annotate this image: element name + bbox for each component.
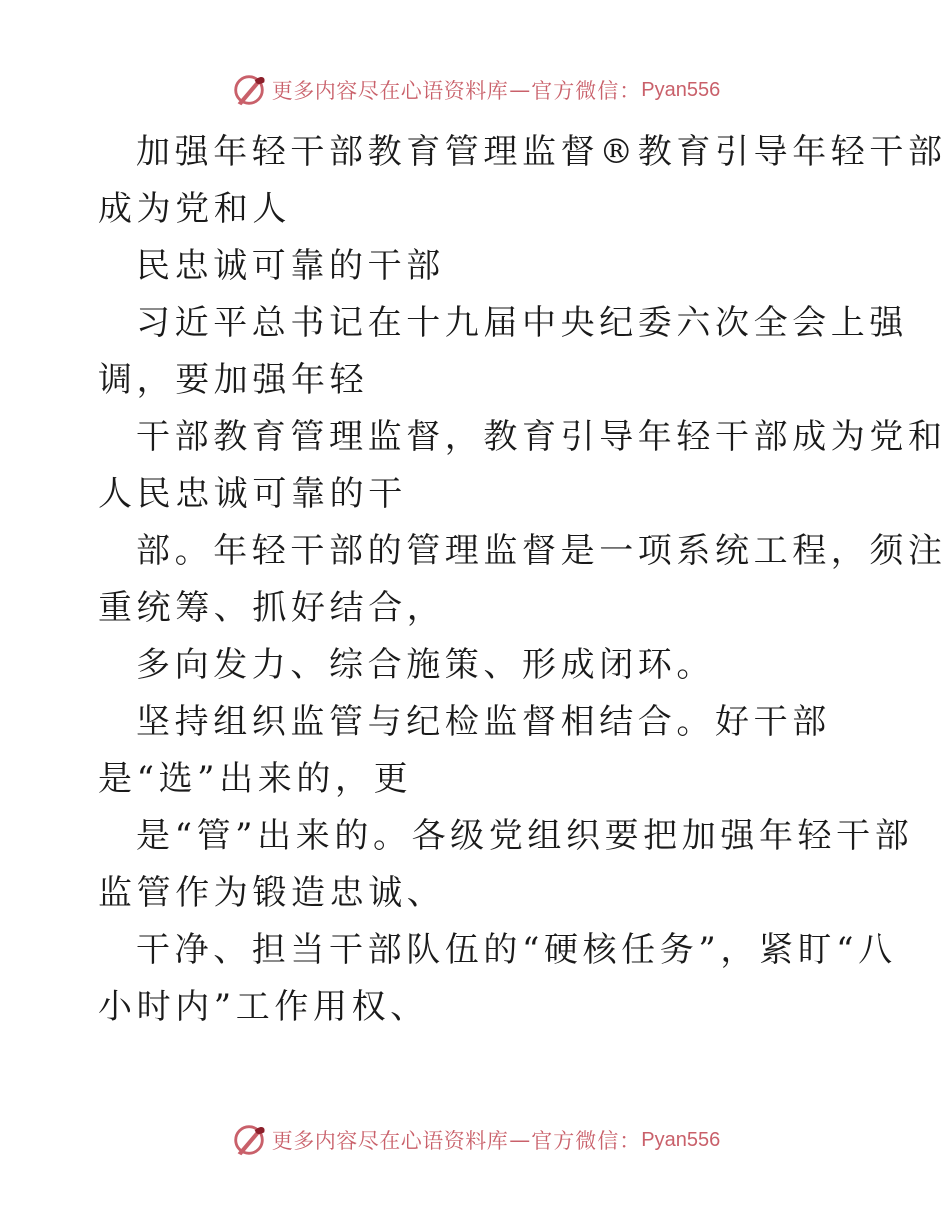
quill-logo-icon xyxy=(230,1121,268,1159)
text-line: 监管作为锻造忠诚、 xyxy=(98,873,446,913)
text-line: 多向发力、综合施策、形成闭环。 xyxy=(136,645,715,685)
watermark-wechat-id: Pyan556 xyxy=(641,78,721,101)
watermark-wechat-id: Pyan556 xyxy=(641,1128,721,1151)
header-watermark xyxy=(0,70,950,110)
text-line: 加强年轻干部教育管理监督®教育引导年轻干部 xyxy=(136,132,947,172)
text-line: 人民忠诚可靠的干 xyxy=(98,474,407,514)
watermark-main-text: 更多内容尽在心语资料库 xyxy=(271,1129,509,1153)
text-line: 干净、担当干部队伍的“硬核任务”，紧盯“八 xyxy=(136,930,897,970)
text-line: 干部教育管理监督，教育引导年轻干部成为党和 xyxy=(136,417,947,457)
text-line: 是“选”出来的，更 xyxy=(98,759,413,799)
quill-logo-icon xyxy=(230,71,268,109)
text-line: 习近平总书记在十九届中央纪委六次全会上强 xyxy=(136,303,908,343)
text-line: 部。年轻干部的管理监督是一项系统工程，须注 xyxy=(136,531,947,571)
text-line: 坚持组织监管与纪检监督相结合。好干部 xyxy=(136,702,831,742)
text-line: 成为党和人 xyxy=(98,189,291,229)
text-line: 小时内”工作用权、 xyxy=(98,987,429,1027)
document-body xyxy=(98,124,947,1036)
watermark-sub-text: 官方微信： xyxy=(531,79,642,103)
text-line: 是“管”出来的。各级党组织要把加强年轻干部 xyxy=(136,816,914,856)
text-line: 民忠诚可靠的干部 xyxy=(136,246,445,286)
watermark-main-text: 更多内容尽在心语资料库 xyxy=(271,79,509,103)
text-line: 重统筹、抓好结合， xyxy=(98,588,446,628)
footer-watermark xyxy=(0,1120,950,1160)
watermark-dash: — xyxy=(509,78,531,102)
text-line: 调，要加强年轻 xyxy=(98,360,369,400)
watermark-dash: — xyxy=(509,1128,531,1152)
watermark-sub-text: 官方微信： xyxy=(531,1129,642,1153)
